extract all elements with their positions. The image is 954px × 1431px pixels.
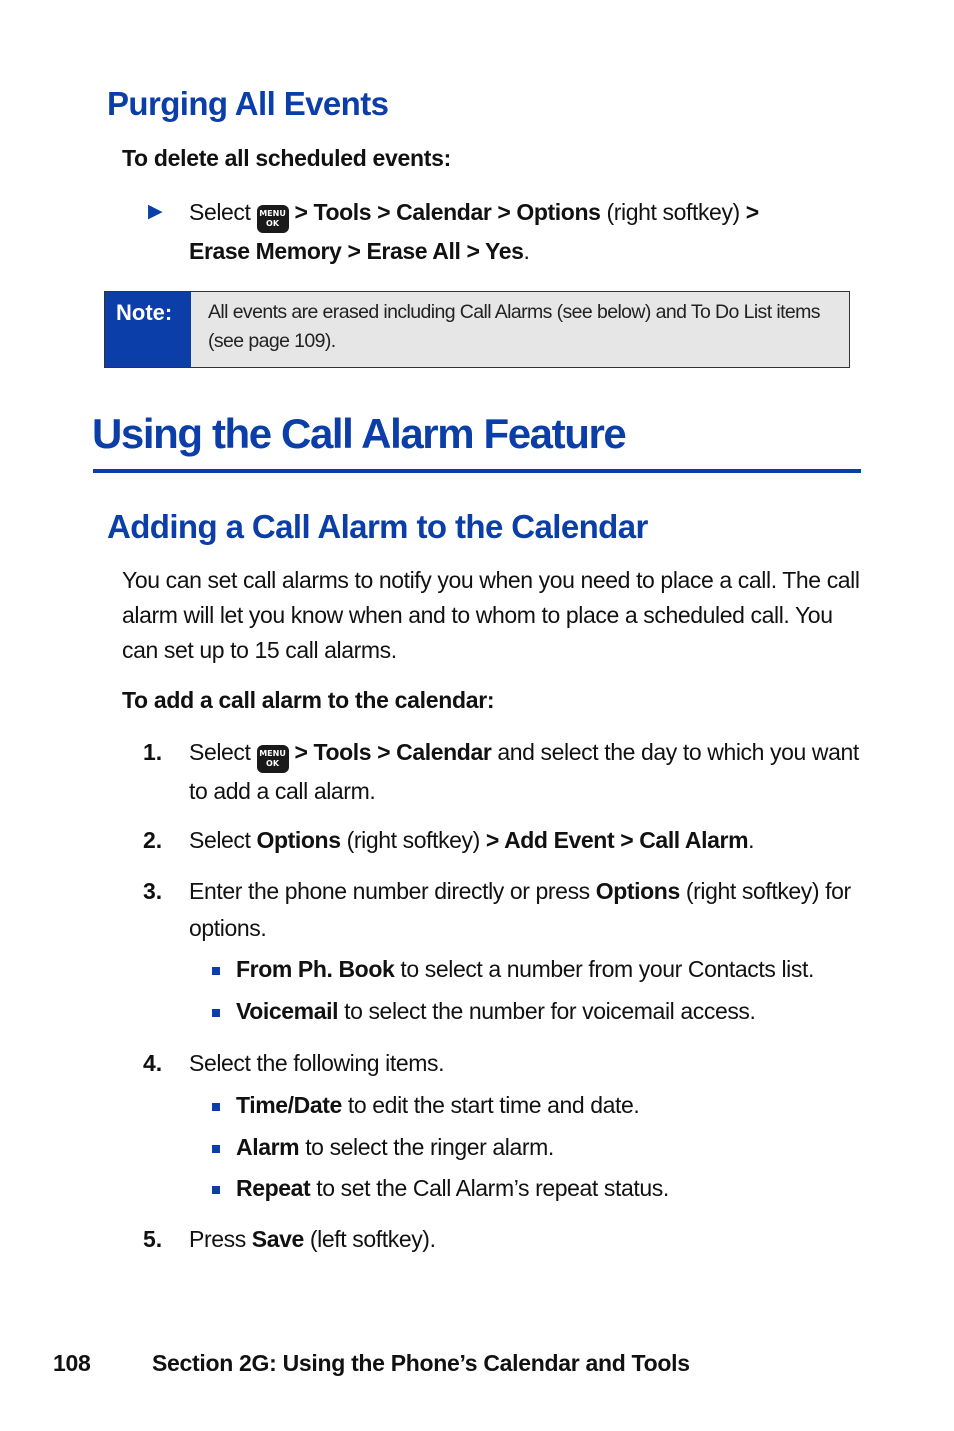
step-5: Press Save (left softkey).: [189, 1226, 436, 1252]
menu-ok-key-icon: MENU OK: [257, 745, 289, 773]
step-number: 3.: [143, 878, 163, 904]
square-bullet-icon: [212, 967, 220, 975]
list-item: Voicemail to select the number for voicemail access.: [236, 998, 756, 1024]
intro-paragraph: You can set call alarms to notify you when you need to place a call. The call alarm will let you know when and to whom to place a scheduled call. You can set up to 15 call alarms.: [122, 567, 860, 663]
note-label: Note:: [105, 292, 191, 367]
step-number: 4.: [143, 1050, 163, 1076]
step-3: Enter the phone number directly or press Options (right softkey) for options.: [189, 878, 851, 941]
add-alarm-lead: To add a call alarm to the calendar:: [122, 687, 495, 713]
page-number: 108: [53, 1350, 91, 1376]
step-4: Select the following items.: [189, 1050, 445, 1076]
right-triangle-icon: ▶: [148, 201, 163, 222]
footer-section-title: Section 2G: Using the Phone’s Calendar and Tools: [152, 1350, 690, 1376]
list-item: Alarm to select the ringer alarm.: [236, 1134, 554, 1160]
list-item: From Ph. Book to select a number from your Contacts list.: [236, 956, 814, 982]
list-item: Repeat to set the Call Alarm’s repeat status.: [236, 1175, 669, 1201]
step-number: 2.: [143, 827, 163, 853]
square-bullet-icon: [212, 1009, 220, 1017]
square-bullet-icon: [212, 1186, 220, 1194]
menu-ok-key-icon: MENU OK: [257, 205, 289, 233]
subsection-title-adding: Adding a Call Alarm to the Calendar: [107, 508, 648, 545]
section-title-purging: Purging All Events: [107, 85, 389, 122]
step-1: Select MENU OK > Tools > Calendar and select the day to which you want to add a call alarm.: [189, 739, 859, 804]
title-divider: [93, 469, 861, 473]
note-box: [104, 291, 850, 368]
list-item: Time/Date to edit the start time and date.: [236, 1092, 640, 1118]
step-2: Select Options (right softkey) > Add Event > Call Alarm.: [189, 827, 755, 853]
step-number: 5.: [143, 1226, 163, 1252]
purge-step: Select MENU OK > Tools > Calendar > Options (right softkey) > Erase Memory > Erase All > Yes.: [189, 199, 759, 264]
note-text: All events are erased including Call Alarms (see below) and To Do List items (see page 109).: [208, 301, 820, 352]
section-title-call-alarm: Using the Call Alarm Feature: [92, 410, 626, 457]
square-bullet-icon: [212, 1145, 220, 1153]
step-number: 1.: [143, 739, 163, 765]
square-bullet-icon: [212, 1103, 220, 1111]
purge-lead: To delete all scheduled events:: [122, 145, 451, 171]
